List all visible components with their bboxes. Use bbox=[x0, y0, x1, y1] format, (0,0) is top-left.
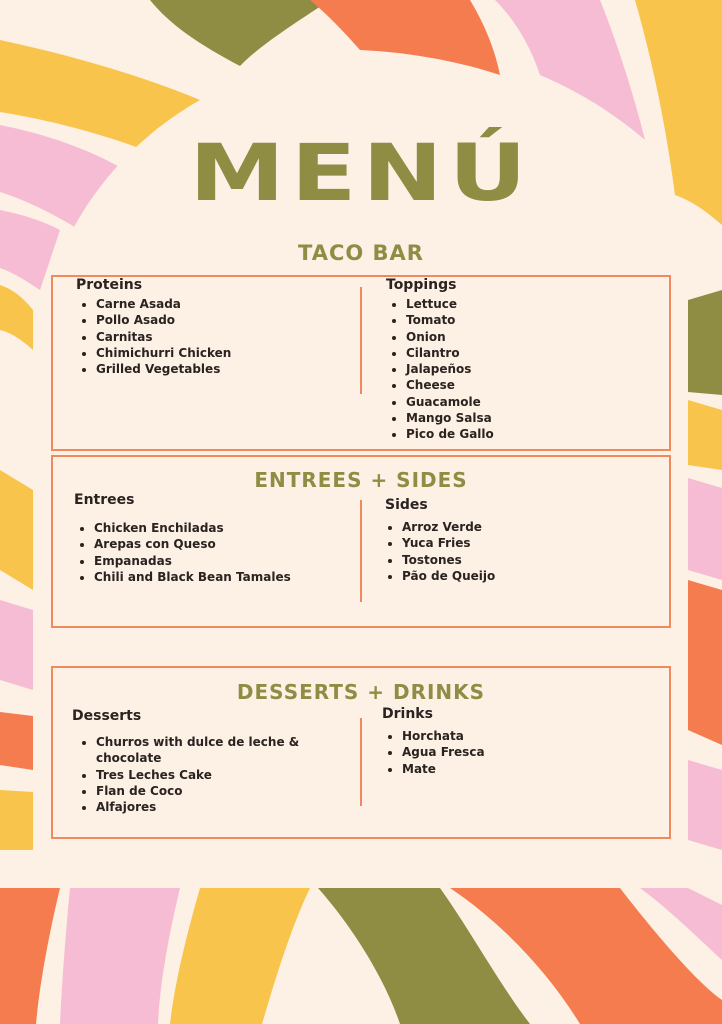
menu-item: • Onion bbox=[406, 329, 676, 345]
column-heading-drinks: Drinks bbox=[382, 706, 433, 722]
stripe-pink-right2 bbox=[688, 760, 722, 850]
menu-item: • Agua Fresca bbox=[402, 744, 672, 760]
menu-item: • Tomato bbox=[406, 312, 676, 328]
menu-item: • Arepas con Queso bbox=[94, 536, 369, 552]
stripe-orange-bottom-left bbox=[0, 888, 60, 1024]
column-heading-entrees: Entrees bbox=[74, 492, 135, 508]
proteins-list bbox=[76, 296, 366, 377]
menu-item: • Empanadas bbox=[94, 553, 369, 569]
menu-item: • Yuca Fries bbox=[402, 535, 672, 551]
menu-item: • Chicken Enchiladas bbox=[94, 520, 369, 536]
desserts-drinks-divider bbox=[360, 718, 362, 806]
section-title-desserts-drinks: DESSERTS + DRINKS bbox=[236, 680, 486, 704]
section-title-taco-bar: TACO BAR bbox=[298, 241, 424, 265]
drinks-list bbox=[382, 728, 672, 777]
menu-item: • Tres Leches Cake bbox=[96, 767, 336, 783]
section-title-entrees-sides: ENTREES + SIDES bbox=[254, 468, 468, 492]
menu-item: • Cilantro bbox=[406, 345, 676, 361]
menu-item: • Cheese bbox=[406, 377, 676, 393]
menu-item: • Churros with dulce de leche & chocolate bbox=[96, 734, 336, 767]
column-heading-desserts: Desserts bbox=[72, 708, 142, 724]
menu-item: • Mate bbox=[402, 761, 672, 777]
stripe-yellow-left2 bbox=[0, 285, 33, 350]
column-heading-sides: Sides bbox=[385, 497, 428, 513]
menu-item: • Tostones bbox=[402, 552, 672, 568]
stripe-orange-right bbox=[688, 580, 722, 745]
entrees-list bbox=[74, 520, 369, 585]
stripe-orange-left5 bbox=[0, 712, 33, 770]
stripe-olive-topleft bbox=[150, 0, 330, 66]
menu-item: • Chili and Black Bean Tamales bbox=[94, 569, 369, 585]
menu-item: • Pollo Asado bbox=[96, 312, 366, 328]
menu-item: • Chimichurri Chicken bbox=[96, 345, 366, 361]
menu-item: • Flan de Coco bbox=[96, 783, 336, 799]
stripe-pink-right bbox=[688, 478, 722, 580]
stripe-pink-bottom bbox=[60, 888, 180, 1024]
stripe-olive-right bbox=[688, 290, 722, 395]
menu-item: • Carnitas bbox=[96, 329, 366, 345]
stripe-pink-left4 bbox=[0, 600, 33, 690]
toppings-list bbox=[386, 296, 676, 443]
menu-item: • Guacamole bbox=[406, 394, 676, 410]
column-heading-proteins: Proteins bbox=[76, 277, 143, 293]
stripe-yellow-left6 bbox=[0, 790, 33, 850]
menu-title: MENÚ bbox=[189, 127, 533, 219]
menu-item: • Pão de Queijo bbox=[402, 568, 672, 584]
menu-item: • Arroz Verde bbox=[402, 519, 672, 535]
sides-list bbox=[382, 519, 672, 584]
menu-item: • Horchata bbox=[402, 728, 672, 744]
column-heading-toppings: Toppings bbox=[386, 277, 457, 293]
menu-item: • Alfajores bbox=[96, 799, 336, 815]
desserts-list bbox=[76, 734, 336, 815]
stripe-yellow-bottom bbox=[170, 888, 310, 1024]
stripe-yellow-right bbox=[688, 400, 722, 470]
menu-item: • Mango Salsa bbox=[406, 410, 676, 426]
menu-item: • Lettuce bbox=[406, 296, 676, 312]
menu-item: • Grilled Vegetables bbox=[96, 361, 366, 377]
menu-item: • Jalapeños bbox=[406, 361, 676, 377]
menu-item: • Carne Asada bbox=[96, 296, 366, 312]
menu-item: • Pico de Gallo bbox=[406, 426, 676, 442]
